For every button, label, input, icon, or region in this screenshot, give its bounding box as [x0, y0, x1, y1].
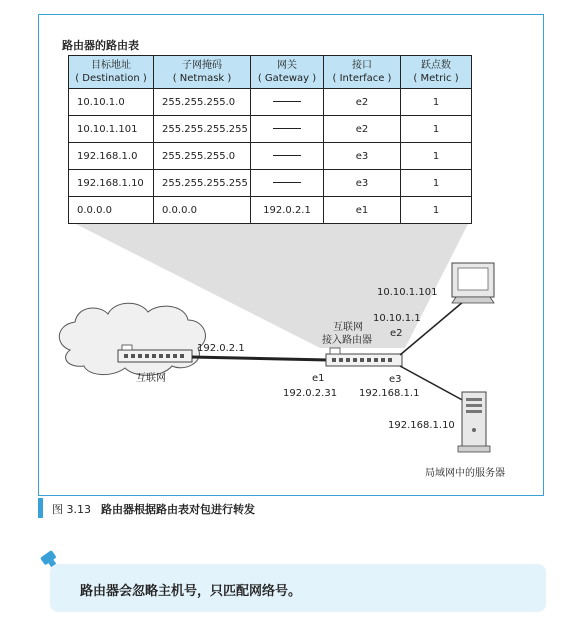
server-label: 局域网中的服务器 [425, 468, 505, 479]
caption-accent-bar [38, 498, 43, 518]
cell-interface: e3 [324, 143, 401, 170]
internet-label: 互联网 [136, 373, 166, 384]
figure-number: 图 3.13 [52, 503, 91, 516]
header-metric: 跃点数 ( Metric ) [401, 56, 472, 89]
cell-destination: 192.168.1.10 [69, 170, 154, 197]
internet-cloud [59, 303, 205, 375]
router-label-line2: 接入路由器 [322, 335, 372, 346]
header-netmask: 子网掩码 ( Netmask ) [154, 56, 251, 89]
pc-icon [452, 263, 494, 303]
e1-ip: 192.0.2.31 [283, 388, 338, 399]
pc-ip: 10.10.1.101 [377, 287, 438, 298]
cell-destination: 0.0.0.0 [69, 197, 154, 224]
cell-gateway-empty [251, 116, 324, 143]
header-destination: 目标地址 ( Destination ) [69, 56, 154, 89]
wan-link [192, 357, 328, 360]
internet-gateway-ip: 192.0.2.1 [197, 343, 245, 354]
header-interface: 接口 ( Interface ) [324, 56, 401, 89]
figure-caption [52, 501, 255, 517]
server-ip: 192.168.1.10 [388, 420, 455, 431]
cell-metric: 1 [401, 170, 472, 197]
routing-table [68, 55, 472, 224]
cell-netmask: 255.255.255.255 [154, 170, 251, 197]
e2-ip: 10.10.1.1 [373, 313, 421, 324]
cell-interface: e1 [324, 197, 401, 224]
e2-label: e2 [390, 328, 403, 339]
table-header-row [69, 56, 472, 89]
server-icon [458, 392, 490, 452]
cell-metric: 1 [401, 143, 472, 170]
cell-gateway-empty [251, 170, 324, 197]
table-row [69, 143, 472, 170]
cell-destination: 192.168.1.0 [69, 143, 154, 170]
e3-label: e3 [389, 374, 402, 385]
tip-text: 路由器会忽略主机号，只匹配网络号。 [80, 584, 302, 599]
cell-gateway-empty [251, 143, 324, 170]
cell-netmask: 0.0.0.0 [154, 197, 251, 224]
cell-netmask: 255.255.255.0 [154, 143, 251, 170]
table-row [69, 170, 472, 197]
cell-metric: 1 [401, 197, 472, 224]
header-gateway: 网关 ( Gateway ) [251, 56, 324, 89]
cell-gateway: 192.0.2.1 [251, 197, 324, 224]
cell-interface: e3 [324, 170, 401, 197]
table-title: 路由器的路由表 [62, 39, 139, 52]
cell-gateway-empty [251, 89, 324, 116]
cell-metric: 1 [401, 116, 472, 143]
figure-caption-text: 路由器根据路由表对包进行转发 [101, 503, 255, 516]
cell-netmask: 255.255.255.0 [154, 89, 251, 116]
cell-destination: 10.10.1.0 [69, 89, 154, 116]
table-row [69, 197, 472, 224]
e1-label: e1 [312, 373, 325, 384]
access-router-device [326, 348, 402, 366]
table-row [69, 89, 472, 116]
cell-interface: e2 [324, 89, 401, 116]
cell-destination: 10.10.1.101 [69, 116, 154, 143]
cell-netmask: 255.255.255.255 [154, 116, 251, 143]
router-label-line1: 互联网 [333, 322, 363, 333]
cell-interface: e2 [324, 116, 401, 143]
cell-metric: 1 [401, 89, 472, 116]
e3-ip: 192.168.1.1 [359, 388, 420, 399]
table-row [69, 116, 472, 143]
